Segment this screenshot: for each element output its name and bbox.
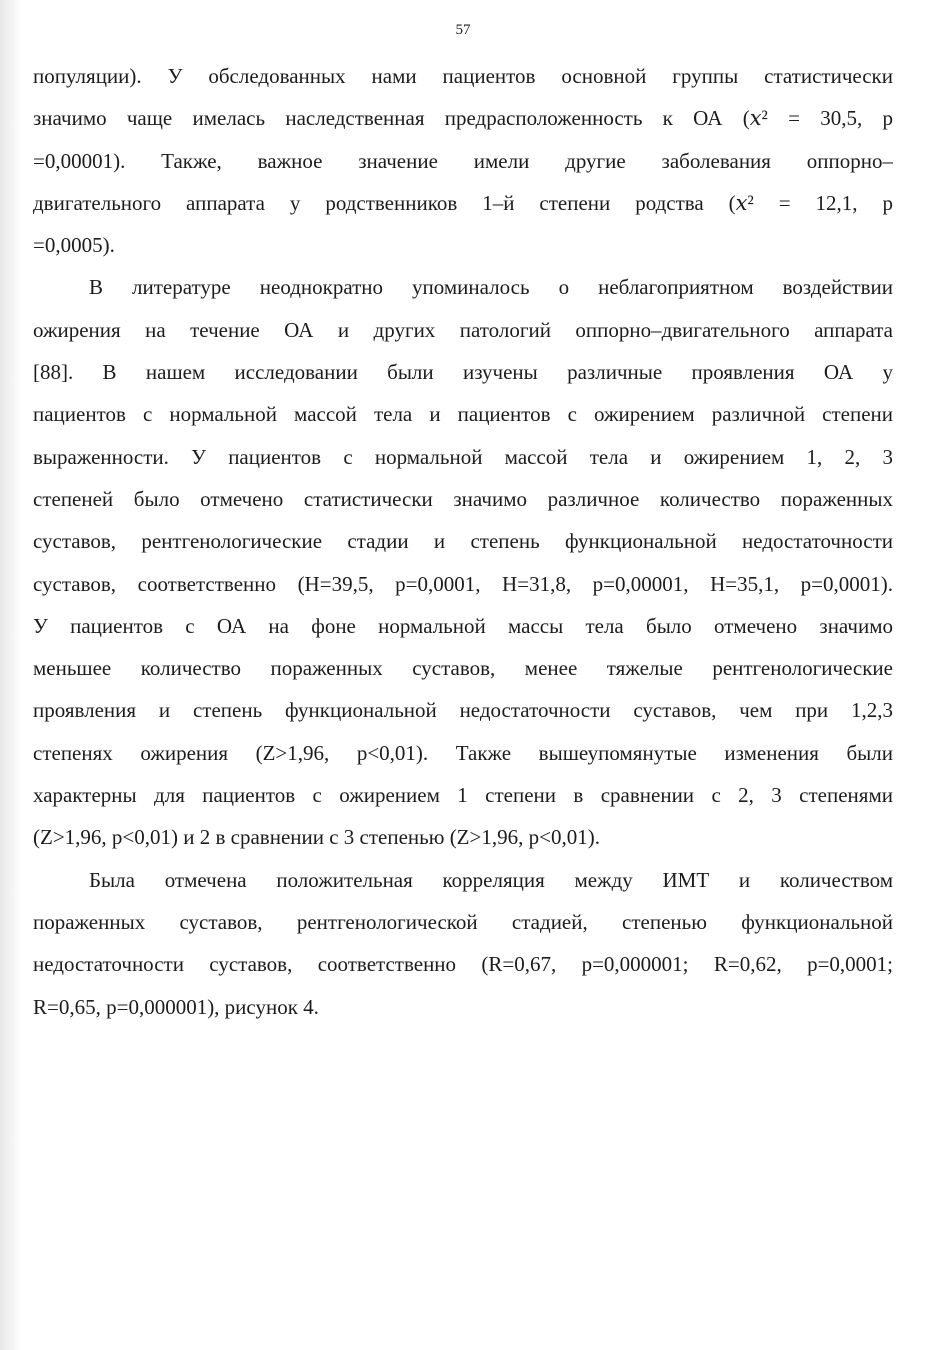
text-line: двигательного аппарата у родственников 1–й степени родства (𝑥² = 12,1, р — [33, 190, 893, 215]
text-line: суставов, рентгенологические стадии и степень функциональной недостаточности — [33, 529, 893, 554]
text-line: характерны для пациентов с ожирением 1 степени в сравнении с 2, 3 степенями — [33, 783, 893, 808]
text-line: проявления и степень функциональной недостаточности суставов, чем при 1,2,3 — [33, 698, 893, 723]
text-line: суставов, соответственно (H=39,5, p=0,0001, H=31,8, p=0,00001, H=35,1, p=0,0001). — [33, 571, 893, 596]
text-line: R=0,65, p=0,000001), рисунок 4. — [33, 994, 319, 1019]
text-line: меньшее количество пораженных суставов, менее тяжелые рентгенологические — [33, 656, 893, 681]
text-line: степеней было отмечено статистически значимо различное количество пораженных — [33, 486, 893, 511]
text-line: =0,0005). — [33, 233, 115, 258]
text-line: =0,00001). Также, важное значение имели другие заболевания оппорно– — [33, 148, 893, 173]
paragraph-start-line: Была отмечена положительная корреляция между ИМТ и количеством — [89, 867, 893, 892]
scan-shadow-edge — [0, 0, 22, 1350]
text-line: выраженности. У пациентов с нормальной массой тела и ожирением 1, 2, 3 — [33, 444, 893, 469]
text-line: недостаточности суставов, соответственно (R=0,67, p=0,000001; R=0,62, p=0,0001; — [33, 952, 893, 977]
text-line: значимо чаще имелась наследственная предрасположенность к ОА (𝑥² = 30,5, р — [33, 106, 893, 131]
body-text — [33, 55, 893, 1028]
text-line: [88]. В нашем исследовании были изучены различные проявления ОА у — [33, 360, 893, 385]
page-number: 57 — [455, 22, 471, 38]
text-line: пораженных суставов, рентгенологической стадией, степенью функциональной — [33, 909, 893, 934]
text-line: (Z>1,96, p<0,01) и 2 в сравнении с 3 степенью (Z>1,96, p<0,01). — [33, 825, 600, 850]
text-line: У пациентов с ОА на фоне нормальной массы тела было отмечено значимо — [33, 613, 893, 638]
text-line: популяции). У обследованных нами пациентов основной группы статистически — [33, 64, 893, 88]
text-line: ожирения на течение ОА и других патологий оппорно–двигательного аппарата — [33, 317, 893, 342]
text-line: пациентов с нормальной массой тела и пациентов с ожирением различной степени — [33, 402, 893, 427]
paragraph-start-line: В литературе неоднократно упоминалось о неблагоприятном воздействии — [89, 275, 893, 300]
text-line: степенях ожирения (Z>1,96, p<0,01). Также вышеупомянутые изменения были — [33, 740, 893, 765]
